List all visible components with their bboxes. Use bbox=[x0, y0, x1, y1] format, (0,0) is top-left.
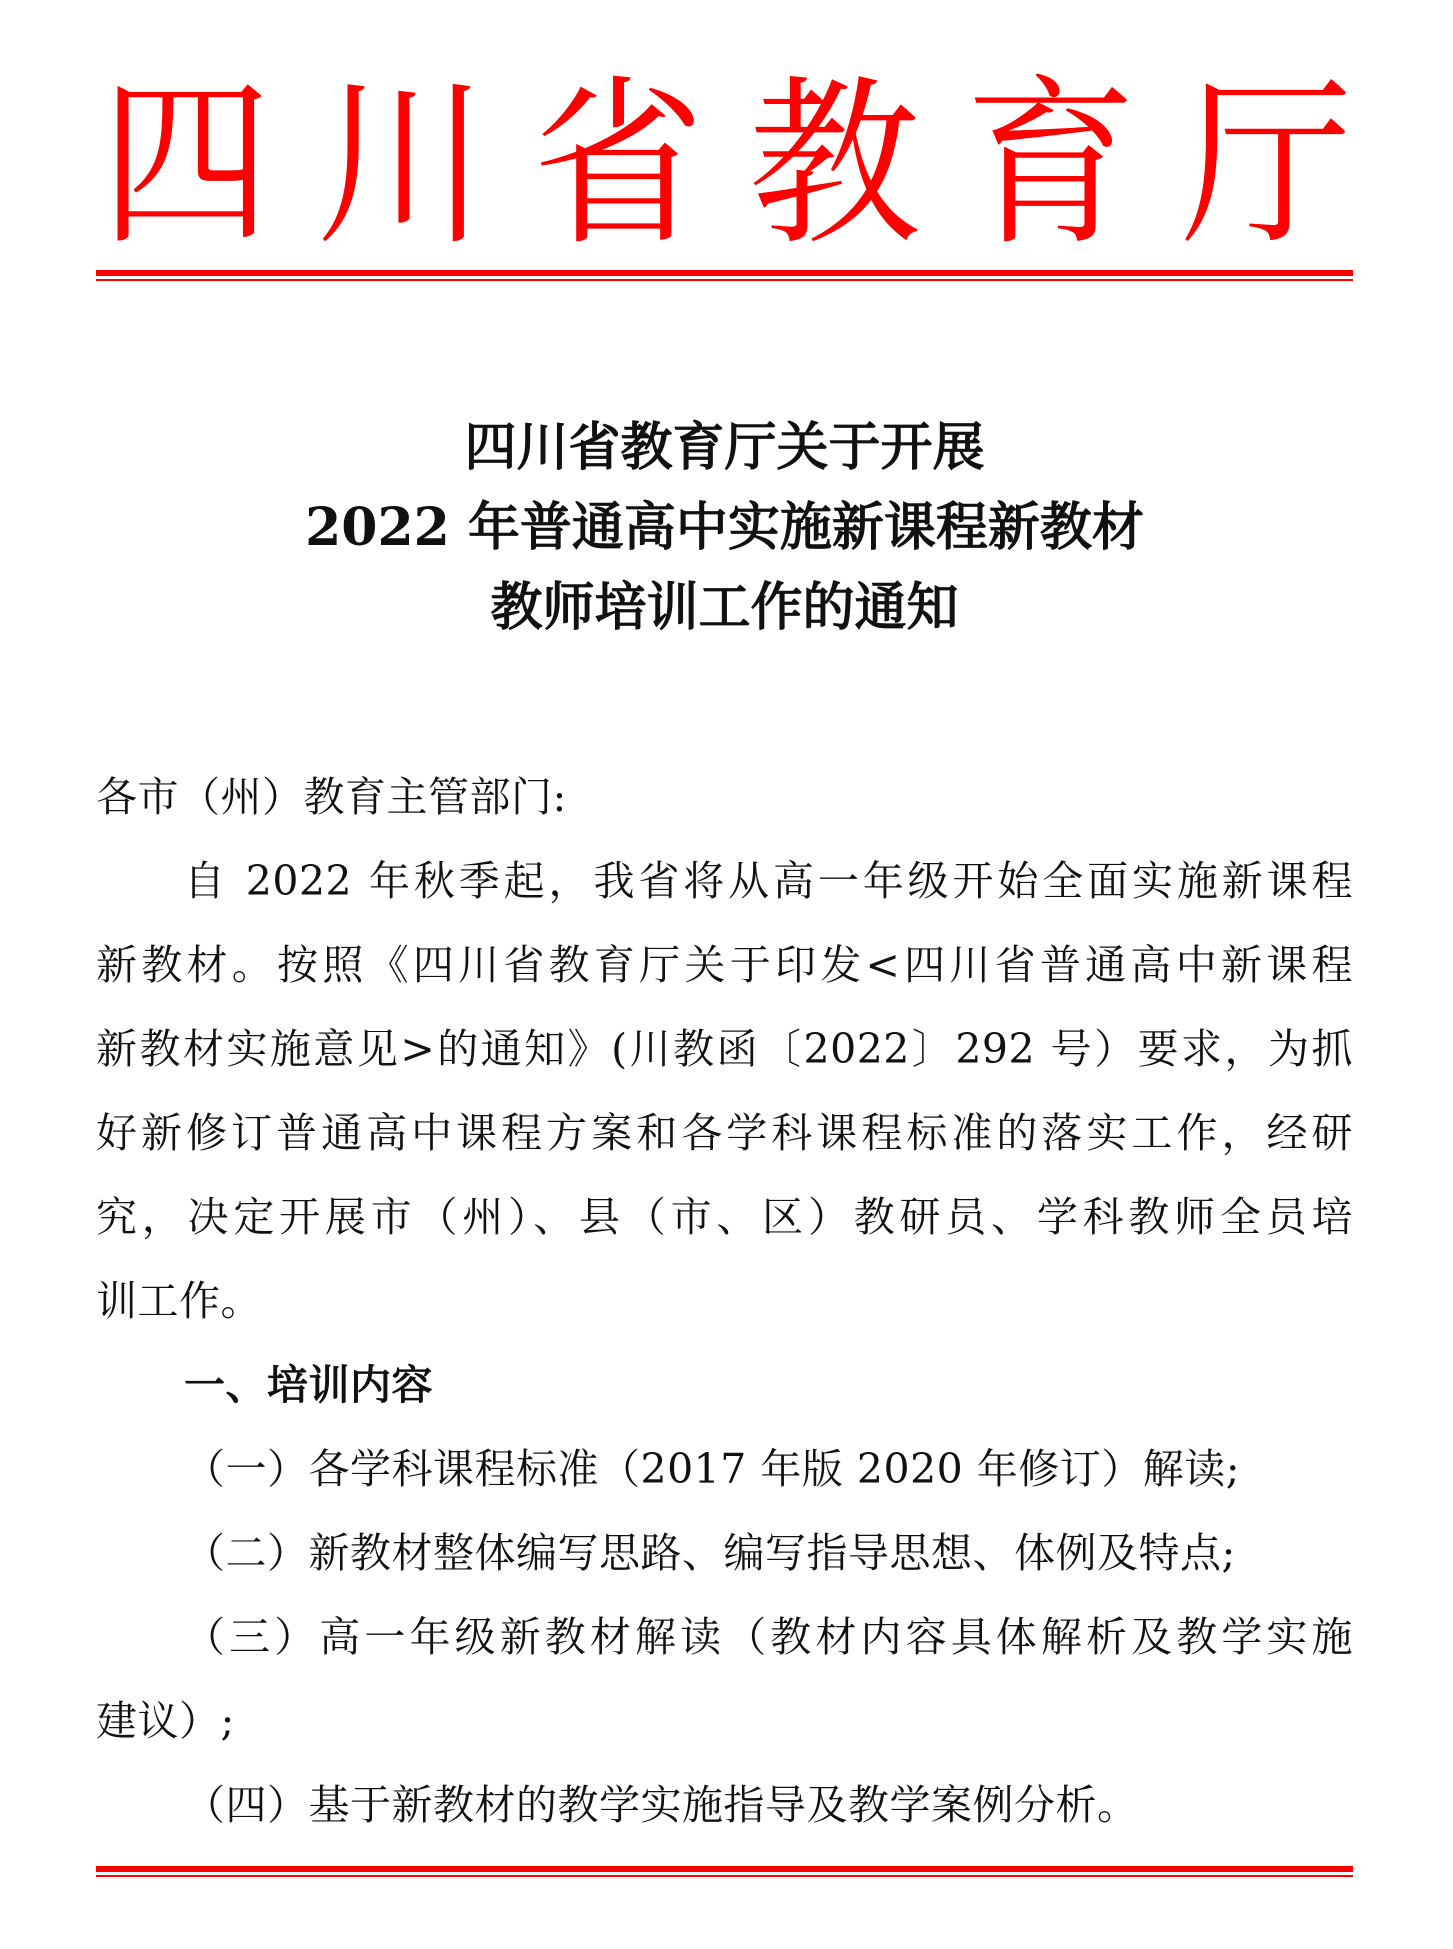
divider-thin-line bbox=[96, 279, 1353, 281]
title-line: 四川省教育厅关于开展 bbox=[464, 417, 985, 478]
intro-paragraph bbox=[96, 839, 1353, 1343]
title-line: 教师培训工作的通知 bbox=[490, 577, 959, 638]
list-item: （二）新教材整体编写思路、编写指导思想、体例及特点; bbox=[184, 1529, 1236, 1577]
divider-thin-line bbox=[96, 1875, 1353, 1877]
paragraph-line: 新教材实施意见>的通知》(川教函〔2022〕292 号）要求，为抓 bbox=[96, 1025, 1353, 1073]
section-heading: 一、培训内容 bbox=[184, 1361, 433, 1409]
masthead-divider bbox=[96, 270, 1353, 281]
masthead-char: 厅 bbox=[1180, 58, 1353, 270]
footer-divider bbox=[96, 1866, 1353, 1877]
masthead-char: 川 bbox=[316, 58, 489, 270]
masthead-char: 育 bbox=[964, 58, 1137, 270]
paragraph-line: 自 2022 年秋季起，我省将从高一年级开始全面实施新课程 bbox=[184, 857, 1353, 905]
paragraph-line: 好新修订普通高中课程方案和各学科课程标准的落实工作，经研 bbox=[96, 1109, 1353, 1157]
paragraph-line: 训工作。 bbox=[96, 1277, 262, 1325]
masthead-char: 教 bbox=[748, 58, 921, 270]
list-item-continuation: 建议）; bbox=[96, 1697, 235, 1745]
paragraph-line: 究，决定开展市（州）、县（市、区）教研员、学科教师全员培 bbox=[96, 1193, 1353, 1241]
document-body bbox=[96, 755, 1353, 1847]
list-item: （三）高一年级新教材解读（教材内容具体解析及教学实施 bbox=[184, 1613, 1353, 1661]
masthead-char: 省 bbox=[532, 58, 705, 270]
title-line: 2022 年普通高中实施新课程新教材 bbox=[305, 497, 1144, 558]
list-item: （四）基于新教材的教学实施指导及教学案例分析。 bbox=[184, 1781, 1139, 1829]
paragraph-line: 新教材。按照《四川省教育厅关于印发<四川省普通高中新课程 bbox=[96, 941, 1353, 989]
salutation: 各市（州）教育主管部门: bbox=[96, 773, 567, 821]
masthead-title bbox=[100, 58, 1353, 270]
document-title bbox=[96, 408, 1353, 648]
masthead-char: 四 bbox=[100, 58, 272, 270]
list-item: （一）各学科课程标准（2017 年版 2020 年修订）解读; bbox=[184, 1445, 1241, 1493]
